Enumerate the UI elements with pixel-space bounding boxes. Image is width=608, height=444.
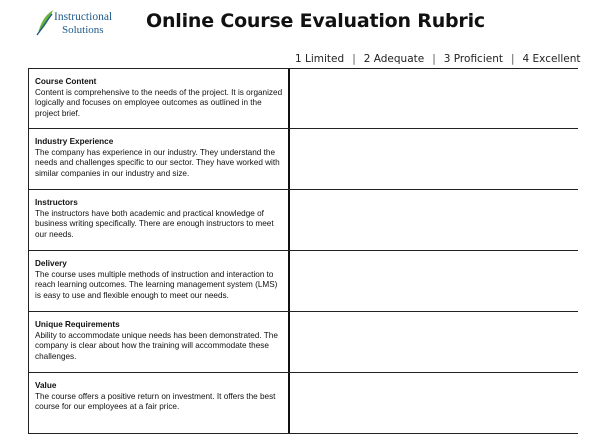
criterion-name: Industry Experience xyxy=(35,137,114,146)
criterion-cell xyxy=(28,312,288,372)
rating-cell[interactable] xyxy=(288,251,578,311)
rubric-row-instructors xyxy=(28,190,578,251)
criterion-name: Delivery xyxy=(35,259,67,268)
rating-cell[interactable] xyxy=(288,190,578,250)
rating-scale-header xyxy=(295,52,581,66)
criterion-cell xyxy=(28,129,288,189)
rating-cell[interactable] xyxy=(288,312,578,372)
criterion-description: The company has experience in our industry. They understand the needs and challenges specific to our sector. They have worked with similar companies in our industry and size. xyxy=(35,147,280,178)
scale-label-adequate: 2 Adequate xyxy=(363,53,425,65)
criterion-cell xyxy=(28,69,288,128)
company-logo xyxy=(34,8,144,40)
rubric-row-course-content xyxy=(28,68,578,129)
rubric-row-industry-experience xyxy=(28,129,578,190)
rubric-row-unique-requirements xyxy=(28,312,578,373)
criterion-name: Course Content xyxy=(35,77,97,86)
logo-text-line2: Solutions xyxy=(62,24,104,36)
rubric-row-delivery xyxy=(28,251,578,312)
logo-text-line1: Instructional xyxy=(54,11,113,23)
criterion-cell xyxy=(28,373,288,433)
criterion-description: The instructors have both academic and practical knowledge of business writing specifically. There are enough instructors to meet our needs. xyxy=(35,208,274,239)
scale-label-proficient: 3 Proficient xyxy=(443,53,503,65)
scale-separator: | xyxy=(432,53,436,65)
criterion-description: The course offers a positive return on investment. It offers the best course for our employees at a fair price. xyxy=(35,391,276,412)
rating-cell[interactable] xyxy=(288,129,578,189)
rubric-row-value xyxy=(28,373,578,434)
criterion-cell xyxy=(28,251,288,311)
leaf-icon xyxy=(34,8,56,38)
criterion-name: Instructors xyxy=(35,198,78,207)
criterion-description: Content is comprehensive to the needs of the project. It is organized logically and focuses on employee outcomes as outlined in the project brief. xyxy=(35,87,283,118)
rubric-table xyxy=(28,68,578,436)
criterion-description: The course uses multiple methods of instruction and interaction to reach learning outcomes. The learning management system (LMS) is easy to use and flexible enough to meet our needs. xyxy=(35,269,278,300)
criterion-name: Unique Requirements xyxy=(35,320,120,329)
scale-label-limited: 1 Limited xyxy=(295,53,345,65)
scale-label-excellent: 4 Excellent xyxy=(522,53,581,65)
criterion-name: Value xyxy=(35,381,57,390)
scale-separator: | xyxy=(510,53,515,65)
criterion-cell xyxy=(28,190,288,250)
criterion-description: Ability to accommodate unique needs has been demonstrated. The company is clear about how the training will accommodate these challenges. xyxy=(35,330,278,361)
scale-separator: | xyxy=(352,53,356,65)
rating-cell[interactable] xyxy=(288,69,578,128)
rating-cell[interactable] xyxy=(288,373,578,433)
page-title: Online Course Evaluation Rubric xyxy=(146,10,485,32)
